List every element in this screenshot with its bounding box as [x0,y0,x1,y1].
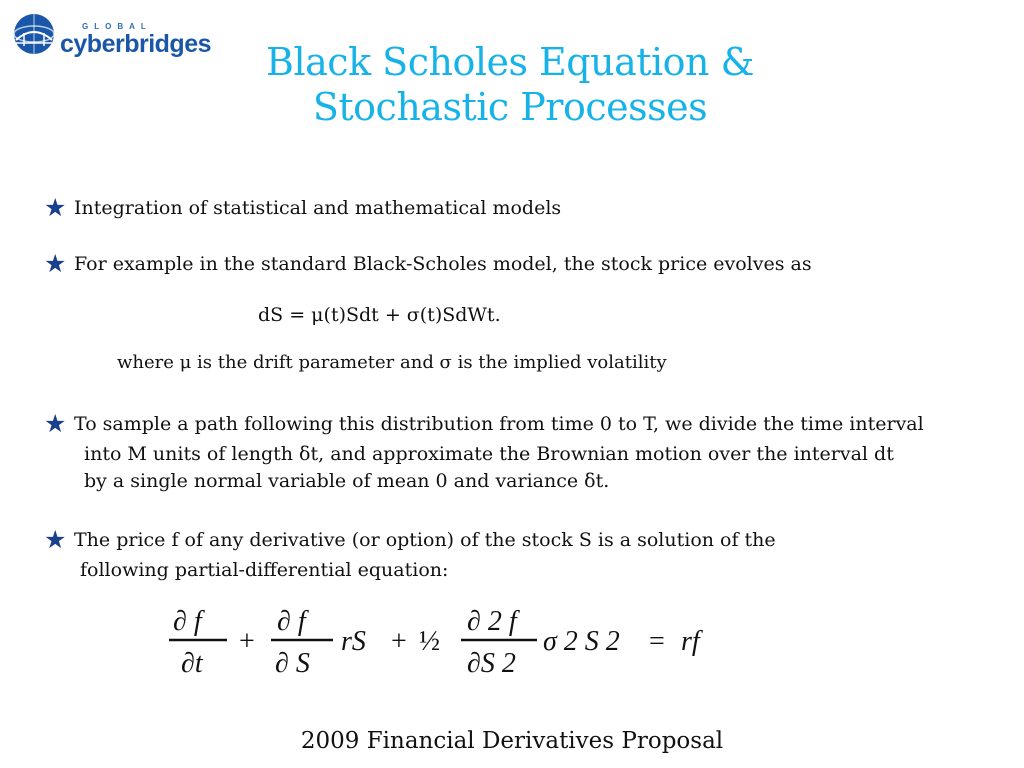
logo-wordmark: cyberbridges [60,30,212,58]
pde-dt: ∂t [181,648,203,679]
globe-bridge-icon [12,10,60,58]
pde-df-2: ∂ f [277,606,306,637]
pde-plus-1: + [239,626,255,657]
pde-df: ∂ f [173,606,202,637]
title-line-1: Black Scholes Equation & [266,40,754,84]
bullet-3 [44,406,924,494]
bullet-3-line-2: into M units of length δt, and approximate the Brownian motion over the interval dt [84,443,894,465]
pde-equals: = [649,626,665,657]
pde-half: ½ [419,626,440,657]
pde-rf: rf [681,626,700,657]
cyberbridges-logo [12,10,212,62]
star-icon: ★ [44,249,67,278]
stochastic-differential-equation: dS = μ(t)Sdt + σ(t)SdWt. [258,304,501,326]
slide-title [180,40,840,130]
drift-volatility-note: where μ is the drift parameter and σ is the implied volatility [117,352,667,373]
logo-global-text: GLOBAL [82,22,152,31]
star-icon: ★ [44,409,67,438]
bullet-4-line-1: The price f of any derivative (or option) of the stock S is a solution of the [74,529,776,551]
bullet-1 [44,190,561,225]
pde-d2f: ∂ 2 f [467,606,517,637]
title-line-2: Stochastic Processes [312,84,708,129]
bullet-4 [44,522,776,584]
pde-dS: ∂ S [275,648,310,679]
slide-footer: 2009 Financial Derivatives Proposal [300,728,724,754]
bullet-2-text: For example in the standard Black-Scholes model, the stock price evolves as [74,253,812,275]
pde-plus-2: + [391,626,407,657]
pde-dS2: ∂S 2 [467,648,516,679]
star-icon: ★ [44,193,67,222]
bullet-3-line-1: To sample a path following this distribution from time 0 to T, we divide the time interval [74,413,924,435]
star-icon: ★ [44,525,67,554]
black-scholes-pde [165,598,735,682]
bullet-2 [44,246,812,281]
bullet-4-line-2: following partial-differential equation: [80,559,449,581]
pde-rS: rS [341,626,366,657]
bullet-1-text: Integration of statistical and mathematical models [74,197,562,219]
pde-sigma2S2: σ 2 S 2 [543,626,620,657]
bullet-3-line-3: by a single normal variable of mean 0 and variance δt. [84,469,610,492]
